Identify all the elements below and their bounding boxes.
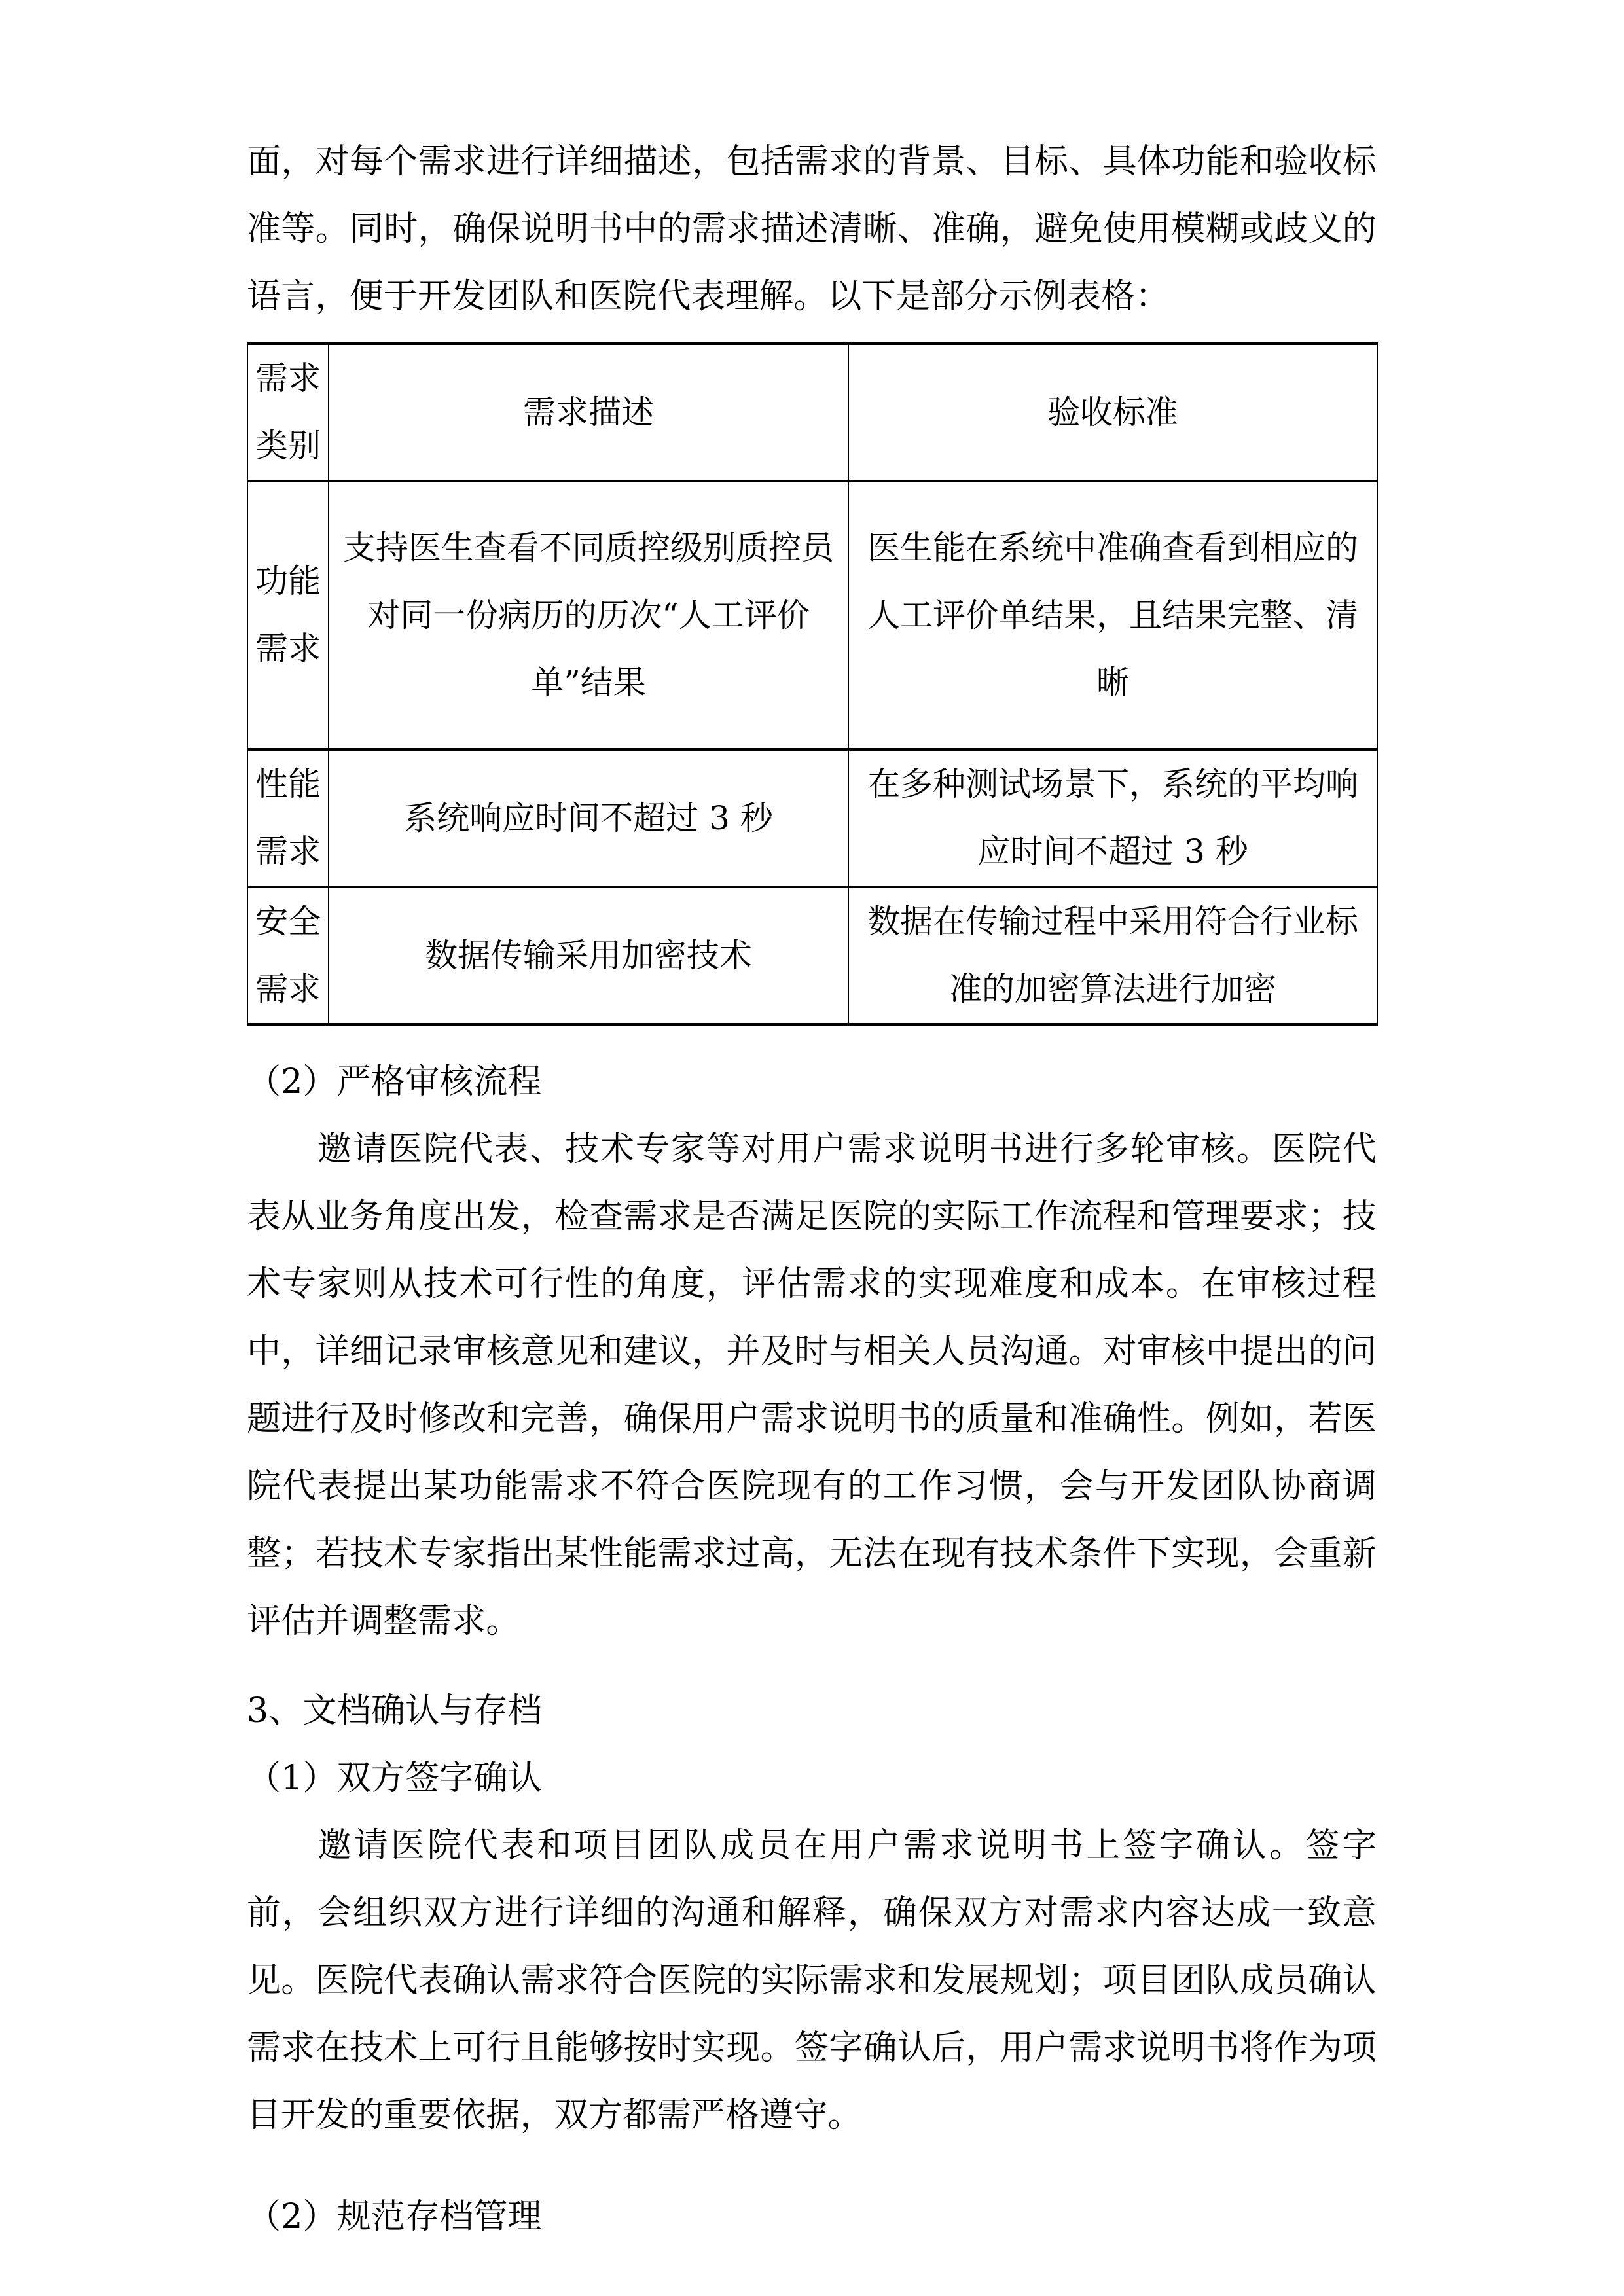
section-heading-standard-archiving: （2）规范存档管理 xyxy=(247,2197,542,2236)
spacer xyxy=(247,2149,1377,2183)
section-body-dual-signature: 邀请医院代表和项目团队成员在用户需求说明书上签字确认。签字前，会组织双方进行详细的沟通和解释，确保双方对需求内容达成一致意见。医院代表确认需求符合医院的实际需求和发展规划；项目团队成员确认需求在技术上可行且能够按时实现。签字确认后，用户需求说明书将作为项目开发的重要依据，双方都需严格遵守。 xyxy=(247,1826,1377,2135)
table-cell-criteria: 医生能在系统中准确查看到相应的人工评价单结果，且结果完整、清晰 xyxy=(848,481,1377,749)
table-row xyxy=(247,887,1377,1025)
table-cell-category: 性能需求 xyxy=(247,749,329,887)
table-header-description: 需求描述 xyxy=(329,344,848,481)
table-cell-category: 安全需求 xyxy=(247,887,329,1025)
table-header-category: 需求类别 xyxy=(247,344,329,481)
section-heading-dual-signature: （1）双方签字确认 xyxy=(247,1759,542,1798)
table-header-criteria: 验收标准 xyxy=(848,344,1377,481)
table-cell-criteria: 数据在传输过程中采用符合行业标准的加密算法进行加密 xyxy=(848,887,1377,1025)
table-cell-description: 支持医生查看不同质控级别质控员对同一份病历的历次“人工评价单”结果 xyxy=(329,481,848,749)
table-row xyxy=(247,481,1377,749)
section-body-strict-review: 邀请医院代表、技术专家等对用户需求说明书进行多轮审核。医院代表从业务角度出发，检查需求是否满足医院的实际工作流程和管理要求；技术专家则从技术可行性的角度，评估需求的实现难度和成本。在审核过程中，详细记录审核意见和建议，并及时与相关人员沟通。对审核中提出的问题进行及时修改和完善，确保用户需求说明书的质量和准确性。例如，若医院代表提出某功能需求不符合医院现有的工作习惯，会与开发团队协商调整；若技术专家指出某性能需求过高，无法在现有技术条件下实现，会重新评估并调整需求。 xyxy=(247,1130,1377,1641)
table-row xyxy=(247,749,1377,887)
intro-paragraph: 面，对每个需求进行详细描述，包括需求的背景、目标、具体功能和验收标准等。同时，确保说明书中的需求描述清晰、准确，避免使用模糊或歧义的语言，便于开发团队和医院代表理解。以下是部分示例表格： xyxy=(247,142,1377,316)
spacer xyxy=(247,1655,1377,1677)
section-heading-strict-review: （2）严格审核流程 xyxy=(247,1062,542,1102)
spacer xyxy=(247,1026,1377,1049)
table-cell-description: 系统响应时间不超过 3 秒 xyxy=(329,749,848,887)
page-content xyxy=(247,128,1377,2251)
table-header-row xyxy=(247,344,1377,481)
requirements-table xyxy=(247,342,1378,1026)
table-cell-category: 功能需求 xyxy=(247,481,329,749)
table-cell-criteria: 在多种测试场景下，系统的平均响应时间不超过 3 秒 xyxy=(848,749,1377,887)
spacer xyxy=(247,331,1377,342)
table-cell-description: 数据传输采用加密技术 xyxy=(329,887,848,1025)
section-heading-doc-confirm-archive: 3、文档确认与存档 xyxy=(247,1691,542,1731)
